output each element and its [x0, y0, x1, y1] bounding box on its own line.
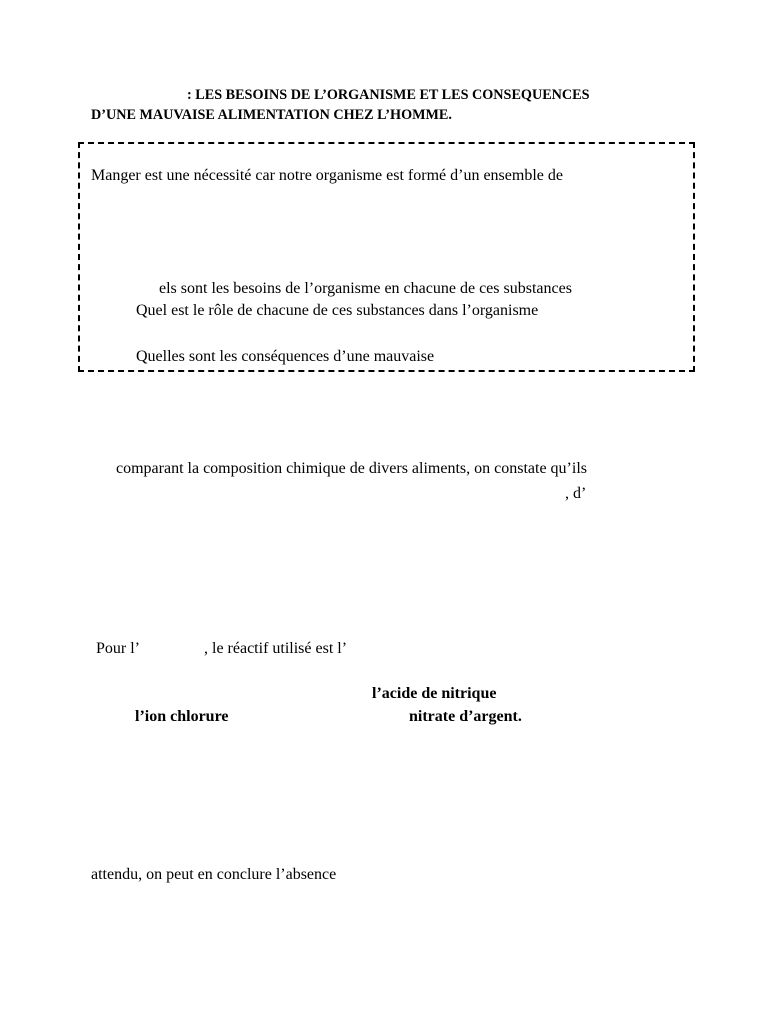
paragraph-composition-fragment: , d’ [565, 485, 587, 502]
paragraph-composition: comparant la composition chimique de divers aliments, on constate qu’ils [116, 460, 587, 477]
title-line-2: D’UNE MAUVAISE ALIMENTATION CHEZ L’HOMME. [91, 107, 452, 123]
question-2: Quel est le rôle de chacune de ces substances dans l’organisme [136, 302, 539, 319]
title-line-1: : LES BESOINS DE L’ORGANISME ET LES CONSEQUENCES [187, 87, 590, 103]
acide-nitrique-label: l’acide de nitrique [372, 685, 497, 702]
nitrate-argent-label: nitrate d’argent. [409, 708, 522, 725]
question-1: els sont les besoins de l’organisme en chacune de ces substances [159, 280, 572, 297]
reactif-text-start: Pour l’ [96, 640, 140, 657]
intro-text: Manger est une nécessité car notre organisme est formé d’un ensemble de [91, 167, 563, 184]
question-3: Quelles sont les conséquences d’une mauvaise [136, 348, 435, 365]
reactif-text-end: , le réactif utilisé est l’ [204, 640, 348, 657]
conclusion-text: attendu, on peut en conclure l’absence [91, 866, 337, 883]
ion-chlorure-label: l’ion chlorure [135, 708, 229, 725]
